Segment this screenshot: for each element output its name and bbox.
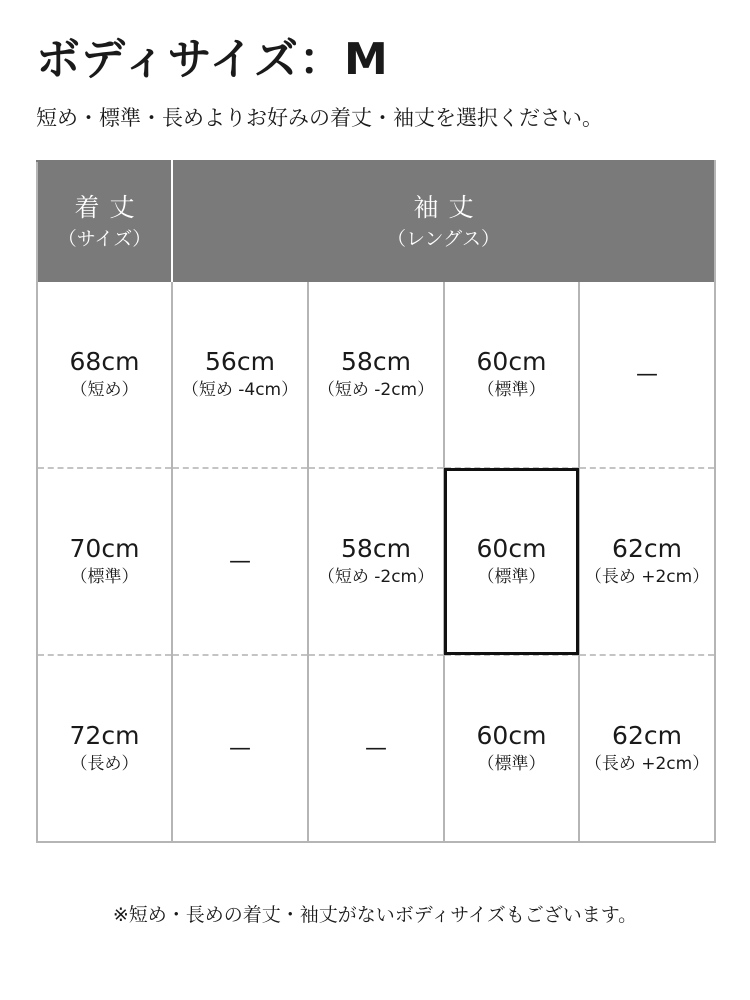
sleeve-option-cell-selected[interactable] xyxy=(444,468,579,655)
sleeve-value: 60cm xyxy=(476,346,547,376)
body-length-cell xyxy=(37,468,172,655)
sleeve-note: （短め -2cm） xyxy=(317,379,435,400)
table-row xyxy=(37,655,715,842)
body-length-note: （長め） xyxy=(70,753,139,774)
size-table xyxy=(36,160,716,843)
unavailable-dash: — xyxy=(229,736,251,761)
body-length-note: （短め） xyxy=(70,379,139,400)
sleeve-note: （標準） xyxy=(477,379,546,400)
body-length-value: 68cm xyxy=(69,346,140,376)
sleeve-value: 60cm xyxy=(476,720,547,750)
sleeve-option-cell[interactable] xyxy=(308,468,444,655)
body-length-value: 72cm xyxy=(69,720,140,750)
sleeve-value: 56cm xyxy=(205,346,275,376)
table-row xyxy=(37,282,715,468)
header-body-length-label: 着丈 xyxy=(74,193,145,222)
footnote: ※短め・長めの着丈・袖丈がないボディサイズもございます。 xyxy=(112,904,638,926)
sleeve-note: （標準） xyxy=(477,566,546,587)
sleeve-note: （短め -4cm） xyxy=(181,379,299,400)
header-body-length-sub: （サイズ） xyxy=(57,228,152,250)
body-length-cell xyxy=(37,282,172,468)
sleeve-note: （標準） xyxy=(477,753,546,774)
header-sleeve-length-label: 袖丈 xyxy=(413,193,484,222)
body-length-cell xyxy=(37,655,172,842)
sleeve-unavailable-cell xyxy=(308,655,444,842)
sleeve-value: 58cm xyxy=(341,533,411,563)
sleeve-value: 62cm xyxy=(612,720,682,750)
sleeve-unavailable-cell xyxy=(172,655,308,842)
sleeve-value: 58cm xyxy=(341,346,411,376)
unavailable-dash: — xyxy=(229,549,251,574)
unavailable-dash: — xyxy=(636,362,659,387)
page-subtitle: 短め・標準・長めよりお好みの着丈・袖丈を選択ください。 xyxy=(36,106,603,130)
sleeve-unavailable-cell xyxy=(579,282,715,468)
sleeve-note: （長め +2cm） xyxy=(584,753,710,774)
body-length-note: （標準） xyxy=(70,566,139,587)
page-title: ボディサイズ：M xyxy=(36,34,389,85)
header-body-length xyxy=(37,161,172,282)
sleeve-option-cell[interactable] xyxy=(579,468,715,655)
sleeve-option-cell[interactable] xyxy=(579,655,715,842)
table-header-row xyxy=(37,161,715,282)
body-length-value: 70cm xyxy=(69,533,140,563)
table-row xyxy=(37,468,715,655)
sleeve-note: （長め +2cm） xyxy=(584,566,710,587)
sleeve-option-cell[interactable] xyxy=(444,282,579,468)
header-sleeve-length-sub: （レングス） xyxy=(387,228,500,250)
sleeve-option-cell[interactable] xyxy=(172,282,308,468)
sleeve-note: （短め -2cm） xyxy=(317,566,435,587)
sleeve-unavailable-cell xyxy=(172,468,308,655)
sleeve-value: 60cm xyxy=(476,533,547,563)
sleeve-option-cell[interactable] xyxy=(444,655,579,842)
header-sleeve-length xyxy=(172,161,715,282)
sleeve-value: 62cm xyxy=(612,533,682,563)
sleeve-option-cell[interactable] xyxy=(308,282,444,468)
unavailable-dash: — xyxy=(365,736,387,761)
